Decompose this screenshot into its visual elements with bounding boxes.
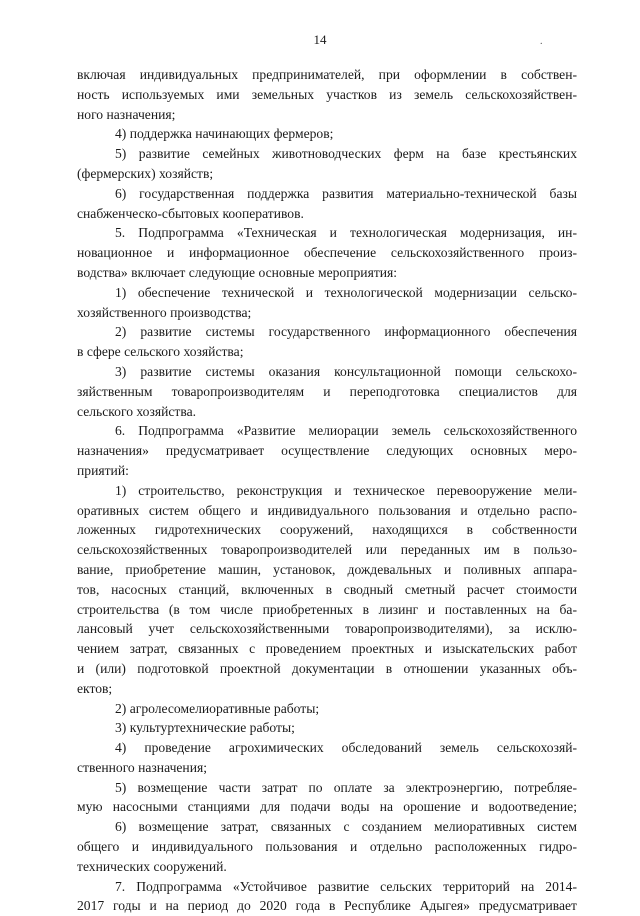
text-line: ного назначения; xyxy=(77,106,176,122)
text-line: 1) строительство, реконструкция и техническое перевооружение мели- xyxy=(115,482,577,498)
text-line: (фермерских) хозяйств; xyxy=(77,165,214,181)
text-line: ность используемых ими земельных участков из земель сельскохозяйствен- xyxy=(77,86,577,102)
text-line: 5) развитие семейных животноводческих ферм на базе крестьянских xyxy=(115,146,577,162)
text-line: включая индивидуальных предпринимателей, при оформлении в собствен- xyxy=(77,67,577,82)
text-line: и (или) подготовкой проектной документации в отношении указанных объ- xyxy=(77,660,577,676)
text-line: 4) поддержка начинающих фермеров; xyxy=(115,126,334,142)
text-line: назначения» предусматривает осуществление следующих основных меро- xyxy=(77,443,577,459)
text-line: технических сооружений. xyxy=(77,858,227,874)
text-line: чением затрат, связанных с проведением проектных и изыскательских работ xyxy=(77,641,577,657)
text-line: зяйственным товаропроизводителям и переподготовка специалистов для xyxy=(77,383,577,399)
text-line: 6) возмещение затрат, связанных с созданием мелиоративных систем xyxy=(115,819,577,835)
text-line: 6. Подпрограмма «Развитие мелиорации земель сельскохозяйственного xyxy=(115,423,577,439)
text-line: снабженческо-сбытовых кооперативов. xyxy=(77,205,304,221)
text-line: хозяйственного производства; xyxy=(77,304,252,320)
scan-mark: . xyxy=(540,36,543,47)
text-line: 3) культуртехнические работы; xyxy=(115,720,295,736)
text-line: ственного назначения; xyxy=(77,759,208,775)
text-line: 2) развитие системы государственного информационного обеспечения xyxy=(115,324,577,340)
text-line: строительства (в том числе приобретенных в лизинг и поставленных на ба- xyxy=(77,601,577,617)
page-number: 14 xyxy=(313,32,327,47)
text-line: тов, насосных станций, включенных в сводный сметный расчет стоимости xyxy=(77,581,577,597)
text-line: новационное и информационное обеспечение сельскохозяйственного произ- xyxy=(77,245,577,261)
text-line: приятий: xyxy=(77,462,129,478)
text-line: ектов; xyxy=(77,680,113,696)
text-line: 2017 годы и на период до 2020 года в Республике Адыгея» предусматривает xyxy=(77,898,577,914)
text-line: лансовый учет сельскохозяйственными товаропроизводителями), за исклю- xyxy=(77,621,577,637)
text-line: оративных систем общего и индивидуального пользования и отдельно распо- xyxy=(77,502,577,518)
text-line: мую насосными станциями для подачи воды на орошение и водоотведение; xyxy=(77,799,577,815)
text-line: 1) обеспечение технической и технологической модернизации сельско- xyxy=(115,284,577,300)
text-line: в сфере сельского хозяйства; xyxy=(77,344,244,360)
text-line: 6) государственная поддержка развития материально-технической базы xyxy=(115,185,577,201)
text-line: водства» включает следующие основные мероприятия: xyxy=(77,264,398,280)
document-body xyxy=(77,65,577,916)
text-line: сельскохозяйственных товаропроизводителей или переданных им в пользо- xyxy=(77,542,577,558)
text-line: 2) агролесомелиоративные работы; xyxy=(115,700,320,716)
text-line: ложенных гидротехнических сооружений, находящихся в собственности xyxy=(77,522,577,538)
text-line: общего и индивидуального пользования и отдельно расположенных гидро- xyxy=(77,839,577,855)
text-line: 7. Подпрограмма «Устойчивое развитие сельских территорий на 2014- xyxy=(115,878,577,894)
text-line: 4) проведение агрохимических обследований земель сельскохозяй- xyxy=(115,740,577,756)
text-line: 5) возмещение части затрат по оплате за электроэнергию, потребляе- xyxy=(115,779,577,795)
text-line: 3) развитие системы оказания консультационной помощи сельскохо- xyxy=(115,363,577,379)
text-line: 5. Подпрограмма «Техническая и технологическая модернизация, ин- xyxy=(115,225,577,241)
text-line: сельского хозяйства. xyxy=(77,403,197,419)
text-line: вание, приобретение машин, установок, дождевальных и поливных аппара- xyxy=(77,561,577,577)
